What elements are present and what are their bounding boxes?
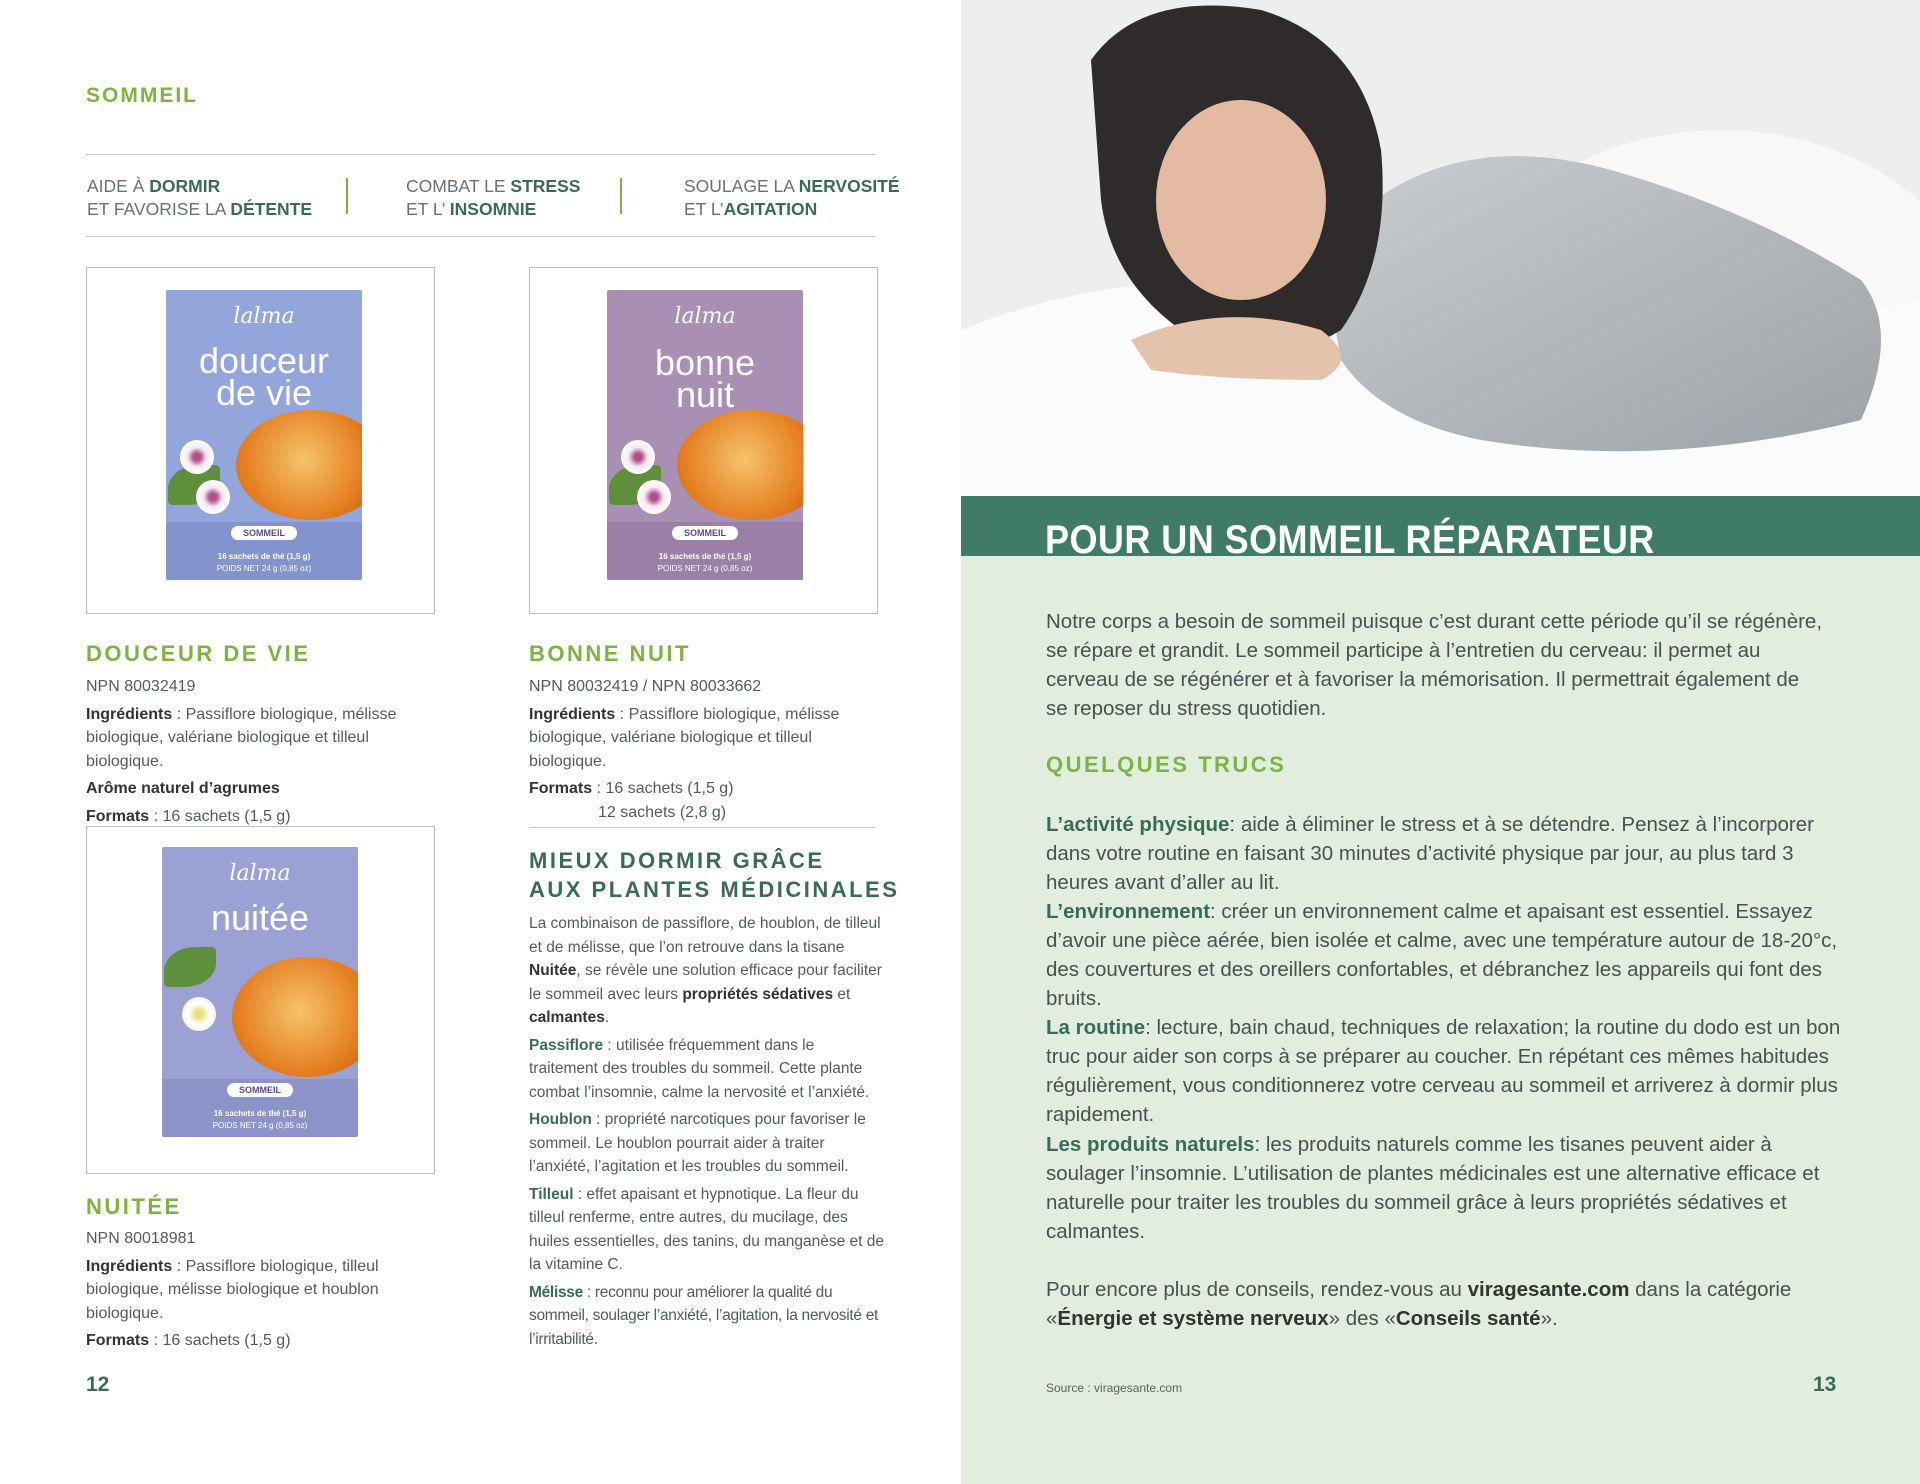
product-details: NPN 80018981 Ingrédients : Passiflore biologique, tilleul biologique, mélisse biologique et houblon biologique. Formats : 16 sachets (1,5 g): [86, 1230, 379, 1349]
tips-heading: QUELQUES TRUCS: [1046, 752, 1287, 777]
source-note: Source : viragesante.com: [1046, 1381, 1183, 1395]
product-title: NUITÉE: [86, 1194, 182, 1219]
tea-package-douceur-de-vie: lalma douceur de vie SOMMEIL 16 sachets de thé (1,5 g) POIDS NET 24 g (0,85 oz): [166, 290, 362, 580]
page-number: 12: [86, 1373, 110, 1396]
product-title: DOUCEUR DE VIE: [86, 641, 311, 666]
tip-1: L’activité physique: aide à éliminer le stress et à se détendre. Pensez à l’incorporer dans votre routine en faisant 30 minutes d’activité physique par jour, au plus tard 3 heures avant d’aller au lit.: [1046, 813, 1814, 894]
section-title: SOMMEIL: [86, 84, 198, 107]
tip-4: Les produits naturels: les produits naturels comme les tisanes peuvent aider à soulager l’insomnie. L’utilisation de plantes médicinales est une alternative efficace et naturelle pour traiter les troubles du sommeil grâce à leurs propriétés sédatives et calmantes.: [1046, 1133, 1820, 1243]
plants-heading: MIEUX DORMIR GRÂCE AUX PLANTES MÉDICINALES: [529, 848, 900, 902]
product-image-card: [86, 267, 435, 614]
product-details: NPN 80032419 Ingrédients : Passiflore biologique, mélisse biologique, valériane biologique et tilleul biologique. Arôme naturel d’agrumes Formats : 16 sachets (1,5 g): [86, 678, 397, 825]
package-name: bonne nuit: [654, 342, 756, 415]
divider: [86, 236, 876, 237]
tea-package-nuitee: lalma nuitée SOMMEIL 16 sachets de thé (1,5 g) POIDS NET 24 g (0,85 oz): [162, 847, 358, 1137]
product-details: NPN 80032419 / NPN 80033662 Ingrédients : Passiflore biologique, mélisse biologique, valériane biologique et tilleul biologique. Formats : 16 sachets (1,5 g) 12 sachets (2,8 g): [529, 678, 840, 821]
woman-sleeping-photo: [961, 0, 1920, 496]
benefit-3: SOULAGE LA NERVOSITÉ ET L’AGITATION: [684, 176, 900, 219]
page-number: 13: [1813, 1373, 1837, 1396]
tip-2: L’environnement: créer un environnement calme et apaisant est essentiel. Essayez d’avoir une pièce aérée, bien isolée et calme, avec une température autour de 18-20°c, des couvertures et des oreillers confortables, et débranchez les appareils qui font des bruits.: [1046, 900, 1838, 1010]
package-name: douceur de vie: [198, 340, 330, 413]
product-image-card: [86, 826, 435, 1174]
benefit-separator: [620, 178, 622, 214]
product-title: BONNE NUIT: [529, 641, 691, 666]
benefit-2: COMBAT LE STRESS ET L’ INSOMNIE: [406, 176, 581, 219]
tea-package-bonne-nuit: lalma bonne nuit SOMMEIL 16 sachets de thé (1,5 g) POIDS NET 24 g (0,85 oz): [607, 290, 803, 580]
photo-illustration: [961, 0, 1920, 496]
intro-paragraph: Notre corps a besoin de sommeil puisque c’est durant cette période qu’il se régénère, se répare et grandit. Le sommeil participe à l’entretien du cerveau: il permet au cerveau de se régénérer et à favoriser la mémorisation. Il permettrait également de se reposer du stress quotidien.: [1046, 610, 1823, 720]
benefit-1: AIDE À DORMIR ET FAVORISE LA DÉTENTE: [87, 176, 312, 219]
package-name: nuitée: [210, 897, 310, 938]
benefit-separator: [346, 178, 348, 214]
divider: [86, 154, 876, 155]
divider: [529, 827, 876, 828]
tip-3: La routine: lecture, bain chaud, techniques de relaxation; la routine du dodo est un bon truc pour aider son corps à se préparer au coucher. En répétant ces mêmes habitudes régulièrement, vous conditionnerez votre cerveau au sommeil et arriverez à dormir plus rapidement.: [1046, 1016, 1841, 1126]
product-image-card: [529, 267, 878, 614]
plants-text: La combinaison de passiflore, de houblon, de tilleul et de mélisse, que l’on retrouve dans la tisane Nuitée, se révèle une solution efficace pour faciliter le sommeil avec leurs propriétés sédatives et calmantes. Passiflore : utilisée fréquemment dans le traitement des troubles du sommeil. Cette plante combat l’insomnie, calme la nervosité et l’anxiété. Houblon : propriété narcotiques pour favoriser le sommeil. Le houblon pourrait aider à traiter l’anxiété, l’agitation et les troubles du sommeil. Tilleul : effet apaisant et hypnotique. La fleur du tilleul renferme, entre autres, du mucilage, des huiles essentielles, des tanins, du manganèse et de la vitamine C. Mélisse : reconnu pour améliorer la qualité du sommeil, soulager l’anxiété, l’agitation, la nervosité et l’irritabilité.: [529, 915, 885, 1348]
outro-paragraph: Pour encore plus de conseils, rendez-vous au viragesante.com dans la catégorie «Énergie et système nerveux» des «Conseils santé».: [1046, 1278, 1792, 1330]
page-title: POUR UN SOMMEIL RÉPARATEUR: [1045, 518, 1655, 562]
